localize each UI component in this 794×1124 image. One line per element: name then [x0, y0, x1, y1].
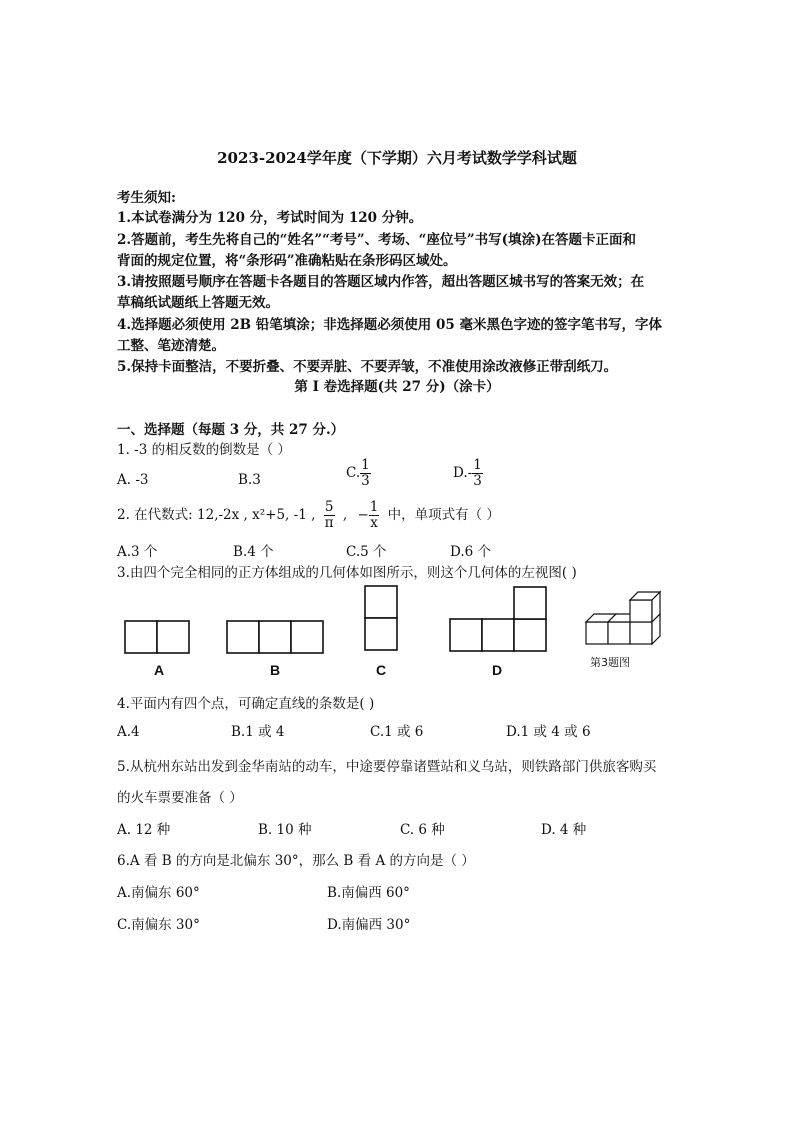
q1-option-b: B.3	[238, 472, 261, 488]
q6-option-c: C.南偏东 30°	[117, 917, 200, 933]
q3-figures	[110, 580, 680, 690]
q5-option-b: B. 10 种	[258, 822, 312, 838]
q3-option-a-figure	[125, 621, 189, 653]
q2-f2-den: x	[370, 515, 378, 531]
q2-stem-start: 2. 在代数式: 12,-2x , x²+5, -1 ,	[117, 507, 316, 523]
q3-label-b: B	[270, 662, 281, 678]
notice-heading: 考生须知:	[117, 190, 176, 206]
q2-option-c: C.5 个	[346, 544, 387, 560]
q1-option-c	[346, 458, 371, 489]
notice-item-4a: 4.选择题必须使用 2B 铅笔填涂；非选择题必须使用 05 毫米黑色字迹的签字笔书写，字体	[117, 317, 662, 333]
q2-fraction-1	[324, 500, 335, 531]
page-title: 2023-2024学年度（下学期）六月考试数学学科试题	[217, 149, 577, 167]
q2-stem	[117, 500, 500, 531]
q1-stem: 1. -3 的相反数的倒数是（ ）	[117, 442, 291, 458]
q2-f1-den: π	[324, 515, 334, 531]
q1-c-den: 3	[361, 473, 370, 489]
q3-option-d-figure	[450, 587, 546, 651]
q3-label-d: D	[492, 662, 503, 678]
q3-figure-caption: 第3题图	[590, 656, 630, 669]
notice-item-5: 5.保持卡面整洁，不要折叠、不要弄脏、不要弄皱，不准使用涂改液修正带刮纸刀。	[117, 359, 618, 375]
notice-item-3a: 3.请按照题号顺序在答题卡各题目的答题区域内作答，超出答题区城书写的答案无效；在	[117, 274, 645, 290]
notice-item-4b: 工整、笔迹清楚。	[117, 338, 225, 354]
q1-d-den: 3	[473, 473, 482, 489]
q5-option-d: D. 4 种	[541, 822, 587, 838]
q1-c-prefix: C.	[346, 465, 361, 481]
notice-item-1: 1.本试卷满分为 120 分，考试时间为 120 分钟。	[117, 210, 423, 226]
q4-option-c: C.1 或 6	[370, 724, 424, 740]
q2-neg-sign: −	[357, 507, 369, 523]
q4-stem: 4.平面内有四个点，可确定直线的条数是( )	[117, 696, 375, 712]
q1-c-num: 1	[361, 457, 370, 473]
q2-fraction-2	[369, 500, 380, 531]
q1-option-a: A. -3	[117, 472, 149, 488]
q2-f1-num: 5	[324, 499, 334, 515]
part-title: 第 I 卷选择题(共 27 分)（涂卡）	[294, 379, 500, 395]
notice-item-3b: 草稿纸试题纸上答题无效。	[117, 295, 279, 311]
q3-option-c-figure	[365, 586, 397, 650]
q5-stem-a: 5.从杭州东站出发到金华南站的动车，中途要停靠诸暨站和义乌站，则铁路部门供旅客购买	[117, 759, 657, 775]
q3-label-a: A	[154, 662, 165, 678]
q3-stem: 3.由四个完全相同的正方体组成的几何体如图所示，则这个几何体的左视图( )	[117, 565, 577, 581]
q4-option-b: B.1 或 4	[231, 724, 285, 740]
notice-item-2a: 2.答题前，考生先将自己的“姓名”“考号”、考场、“座位号”书写(填涂)在答题卡正面和	[117, 232, 636, 248]
notice-item-2b: 背面的规定位置，将“条形码”准确粘贴在条形码区域处。	[117, 253, 457, 269]
q2-option-d: D.6 个	[450, 544, 492, 560]
q6-stem: 6.A 看 B 的方向是北偏东 30°，那么 B 看 A 的方向是（ ）	[117, 853, 475, 869]
q1-d-prefix: D.-	[453, 465, 473, 481]
q3-option-b-figure	[227, 621, 323, 653]
q5-option-c: C. 6 种	[400, 822, 445, 838]
q6-option-b: B.南偏西 60°	[327, 885, 410, 901]
q3-label-c: C	[376, 662, 387, 678]
q6-option-a: A.南偏东 60°	[117, 885, 200, 901]
q4-option-a: A.4	[117, 724, 140, 740]
q6-option-d: D.南偏西 30°	[327, 917, 411, 933]
q2-comma: ,	[342, 507, 348, 523]
q1-d-fraction	[472, 458, 483, 489]
q3-solid-figure	[586, 592, 660, 644]
q2-option-a: A.3 个	[117, 544, 158, 560]
section-heading: 一、选择题（每题 3 分，共 27 分.）	[117, 422, 345, 438]
q2-f2-num: 1	[369, 499, 379, 515]
q5-stem-b: 的火车票要准备（ ）	[117, 790, 243, 806]
q2-stem-end: 中，单项式有（ ）	[387, 507, 500, 523]
q4-option-d: D.1 或 4 或 6	[506, 724, 591, 740]
q5-option-a: A. 12 种	[117, 822, 171, 838]
q1-d-num: 1	[473, 457, 482, 473]
q2-option-b: B.4 个	[233, 544, 274, 560]
q1-c-fraction	[360, 458, 371, 489]
q1-option-d	[453, 458, 483, 489]
